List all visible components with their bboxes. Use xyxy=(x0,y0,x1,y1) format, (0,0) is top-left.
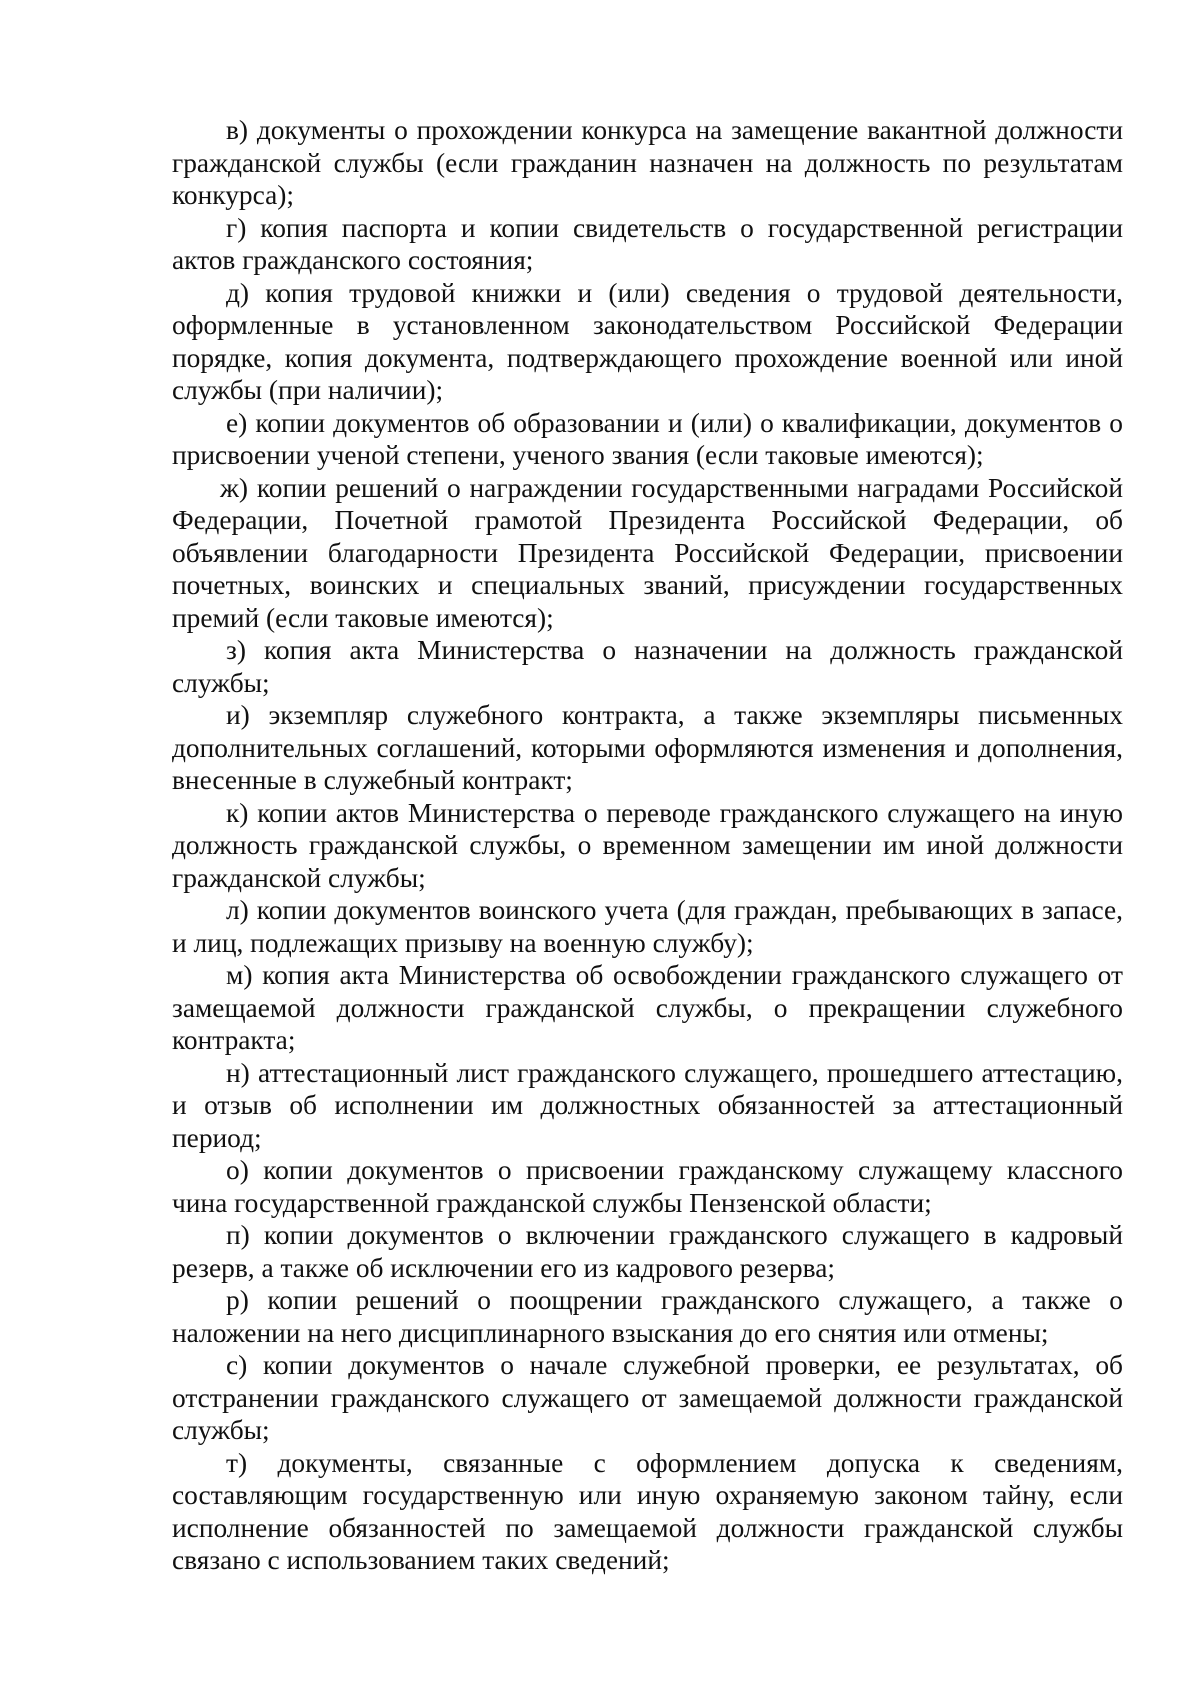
paragraph-d: д) копия трудовой книжки и (или) сведения о трудовой деятельности, оформленные в установленном законодательством Российской Федерации порядке, копия документа, подтверждающего прохождение военной или иной службы (при наличии); xyxy=(172,277,1123,405)
paragraph-g: г) копия паспорта и копии свидетельств о государственной регистрации актов гражданского состояния; xyxy=(172,212,1123,275)
paragraph-zh: ж) копии решений о награждении государственными наградами Российской Федерации, Почетной грамотой Президента Российской Федерации, об объявлении благодарности Президента Российской Федерации, присвоении почетных, воинских и специальных званий, присуждении государственных премий (если таковые имеются); xyxy=(172,472,1123,633)
paragraph-n: н) аттестационный лист гражданского служащего, прошедшего аттестацию, и отзыв об исполнении им должностных обязанностей за аттестационный период; xyxy=(172,1057,1123,1153)
paragraph-p: п) копии документов о включении гражданского служащего в кадровый резерв, а также об исключении его из кадрового резерва; xyxy=(172,1220,1123,1283)
paragraph-l: л) копии документов воинского учета (для граждан, пребывающих в запасе, и лиц, подлежащих призыву на военную службу); xyxy=(172,895,1123,958)
paragraph-m: м) копия акта Министерства об освобождении гражданского служащего от замещаемой должности гражданской службы, о прекращении служебного контракта; xyxy=(172,960,1123,1055)
paragraph-s: с) копии документов о начале служебной проверки, ее результатах, об отстранении гражданского служащего от замещаемой должности гражданской службы; xyxy=(172,1350,1123,1445)
paragraph-r: р) копии решений о поощрении гражданского служащего, а также о наложении на него дисциплинарного взыскания до его снятия или отмены; xyxy=(172,1285,1123,1348)
paragraph-v: в) документы о прохождении конкурса на замещение вакантной должности гражданской службы (если гражданин назначен на должность по результатам конкурса); xyxy=(172,115,1123,210)
paragraph-z: з) копия акта Министерства о назначении на должность гражданской службы; xyxy=(172,635,1123,698)
paragraph-k: к) копии актов Министерства о переводе гражданского служащего на иную должность гражданской службы, о временном замещении им иной должности гражданской службы; xyxy=(172,797,1123,893)
paragraph-o: о) копии документов о присвоении гражданскому служащему классного чина государственной гражданской службы Пензенской области; xyxy=(172,1155,1123,1218)
document-body xyxy=(172,114,1123,1577)
paragraph-t: т) документы, связанные с оформлением допуска к сведениям, составляющим государственную или иную охраняемую законом тайну, если исполнение обязанностей по замещаемой должности гражданской службы связано с использованием таких сведений; xyxy=(172,1447,1123,1575)
paragraph-i: и) экземпляр служебного контракта, а также экземпляры письменных дополнительных соглашений, которыми оформляются изменения и дополнения, внесенные в служебный контракт; xyxy=(172,700,1123,795)
paragraph-e: е) копии документов об образовании и (или) о квалификации, документов о присвоении ученой степени, ученого звания (если таковые имеются); xyxy=(172,407,1123,470)
